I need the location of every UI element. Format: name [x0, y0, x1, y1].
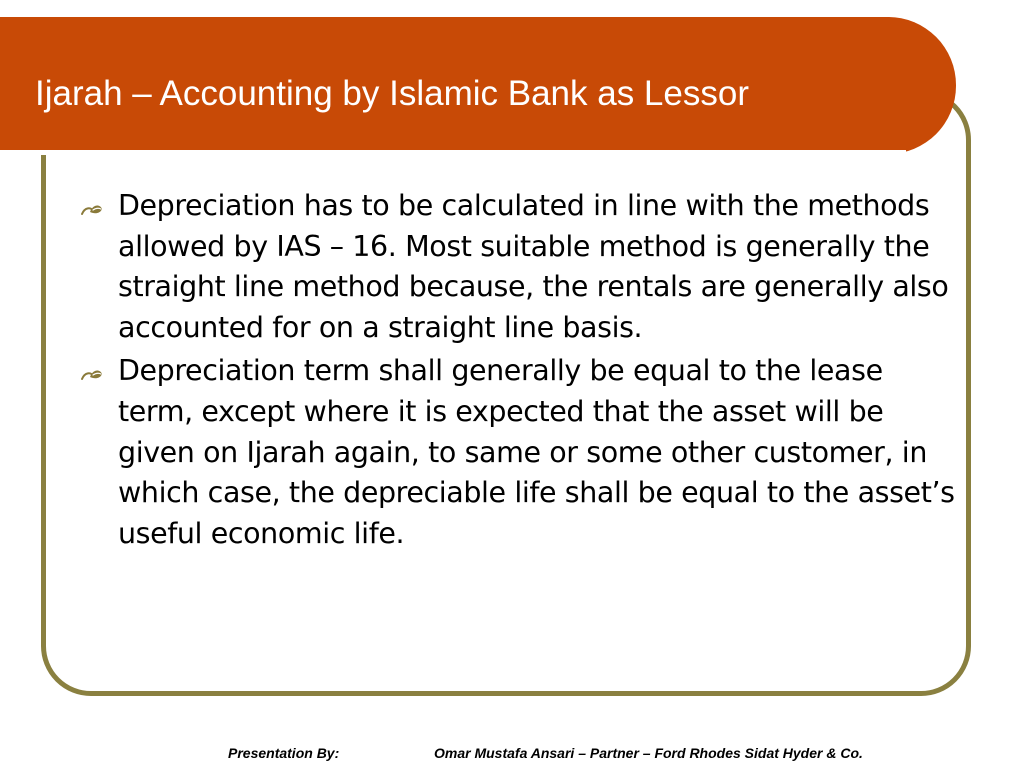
footer-label: Presentation By: [228, 745, 340, 761]
footer [0, 742, 1024, 764]
bullet-item [78, 351, 958, 554]
bullet-text: Depreciation term shall generally be equal to the lease term, except where it is expected that the asset will be given on Ijarah again, to same or some other customer, in which case, the depreciable life shall be equal to the asset’s useful economic life. [118, 354, 955, 550]
fleuron-bullet-icon [80, 201, 104, 217]
slide-title: Ijarah – Accounting by Islamic Bank as Lessor [35, 74, 749, 113]
title-underline [0, 150, 906, 155]
bullet-text: Depreciation has to be calculated in line with the methods allowed by IAS – 16. Most suitable method is generally the straight line method because, the rentals are generally also accounted for on a straight line basis. [118, 189, 949, 344]
fleuron-bullet-icon [80, 366, 104, 382]
footer-presenter: Omar Mustafa Ansari – Partner – Ford Rhodes Sidat Hyder & Co. [434, 745, 863, 761]
bullet-item [78, 186, 958, 348]
bullet-list [78, 186, 958, 554]
title-bar [0, 17, 956, 154]
